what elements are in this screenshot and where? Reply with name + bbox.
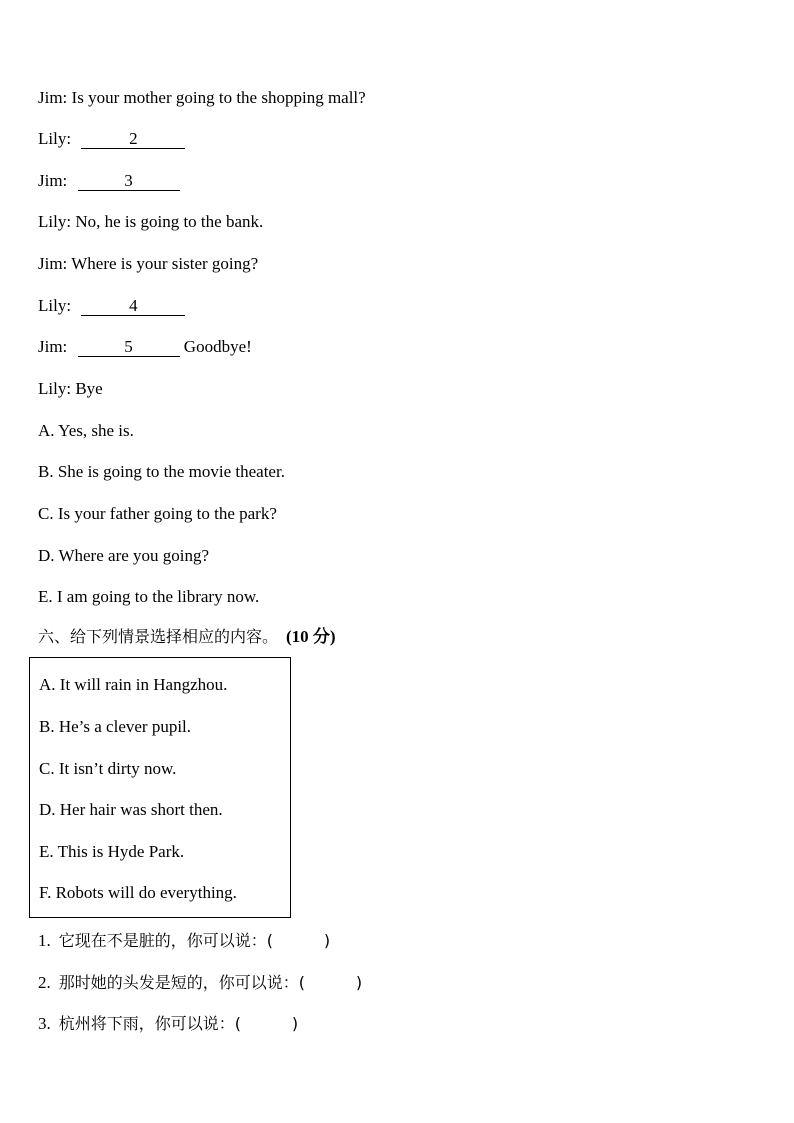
dialogue-text: No, he is going to the bank. bbox=[75, 212, 264, 231]
dialogue-text: Where is your sister going? bbox=[71, 254, 259, 273]
dialogue-line bbox=[38, 129, 185, 149]
answer-blank[interactable]: 2 bbox=[81, 130, 185, 149]
speaker: Jim: bbox=[38, 254, 68, 273]
question-number: 2. bbox=[38, 973, 51, 992]
question-text: 那时她的头发是短的，你可以说： bbox=[58, 973, 299, 992]
choice-option: B. She is going to the movie theater. bbox=[38, 462, 285, 481]
speaker: Lily: bbox=[38, 379, 72, 398]
question-text: 它现在不是脏的，你可以说： bbox=[58, 931, 267, 950]
box-option: E. This is Hyde Park. bbox=[39, 842, 185, 861]
dialogue-text: Bye bbox=[75, 379, 103, 398]
dialogue-text: Goodbye! bbox=[183, 337, 252, 356]
dialogue-line bbox=[38, 88, 366, 108]
box-option: C. It isn’t dirty now. bbox=[39, 759, 177, 778]
dialogue-line bbox=[38, 337, 252, 357]
box-option: A. It will rain in Hangzhou. bbox=[39, 675, 228, 694]
box-option: F. Robots will do everything. bbox=[39, 883, 237, 902]
question-number: 1. bbox=[38, 931, 51, 950]
dialogue-line bbox=[38, 212, 263, 232]
choice-option: A. Yes, she is. bbox=[38, 421, 134, 440]
speaker: Lily: bbox=[38, 212, 72, 231]
speaker: Lily: bbox=[38, 129, 72, 148]
dialogue-text: Is your mother going to the shopping mall? bbox=[71, 88, 366, 107]
box-option: D. Her hair was short then. bbox=[39, 800, 223, 819]
box-option: B. He’s a clever pupil. bbox=[39, 717, 192, 736]
question-item bbox=[38, 973, 362, 993]
speaker: Jim: bbox=[38, 337, 68, 356]
speaker: Lily: bbox=[38, 296, 72, 315]
dialogue-line bbox=[38, 171, 180, 191]
question-item bbox=[38, 931, 330, 951]
section-score: (10 分) bbox=[286, 627, 336, 646]
question-number: 3. bbox=[38, 1014, 51, 1033]
answer-parenthesis[interactable]: ( ) bbox=[298, 973, 363, 992]
answer-parenthesis[interactable]: ( ) bbox=[234, 1014, 299, 1033]
speaker: Jim: bbox=[38, 88, 68, 107]
choice-option: E. I am going to the library now. bbox=[38, 587, 260, 606]
section-heading bbox=[38, 626, 336, 648]
question-text: 杭州将下雨，你可以说： bbox=[58, 1014, 235, 1033]
choice-option: D. Where are you going? bbox=[38, 546, 210, 565]
question-item bbox=[38, 1014, 298, 1034]
dialogue-line bbox=[38, 254, 258, 274]
choice-option: C. Is your father going to the park? bbox=[38, 504, 277, 523]
options-box bbox=[29, 657, 291, 918]
answer-blank[interactable]: 5 bbox=[78, 338, 180, 357]
answer-blank[interactable]: 3 bbox=[78, 172, 180, 191]
dialogue-line bbox=[38, 296, 185, 316]
speaker: Jim: bbox=[38, 171, 68, 190]
dialogue-line bbox=[38, 379, 103, 399]
section-title: 六、给下列情景选择相应的内容。 bbox=[38, 627, 279, 646]
answer-parenthesis[interactable]: ( ) bbox=[266, 931, 331, 950]
answer-blank[interactable]: 4 bbox=[81, 297, 185, 316]
